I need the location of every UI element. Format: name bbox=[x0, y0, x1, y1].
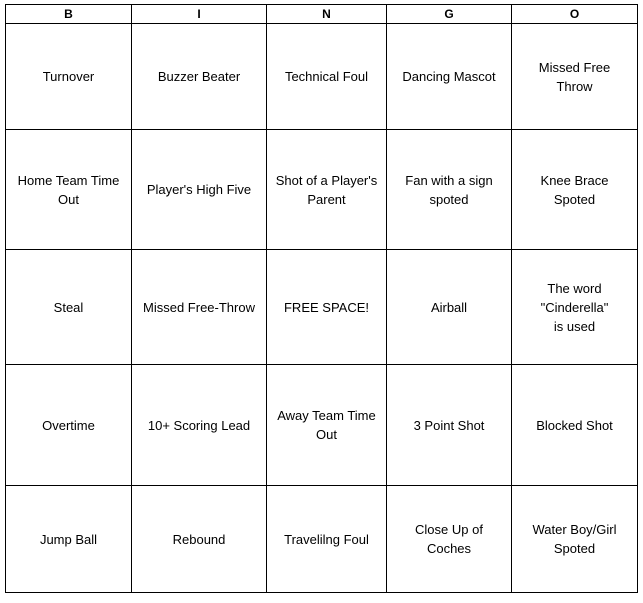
bingo-cell[interactable]: Jump Ball bbox=[6, 486, 132, 593]
header-cell-n: N bbox=[267, 5, 387, 24]
bingo-cell[interactable]: The word "Cinderella" is used bbox=[512, 250, 638, 365]
header-cell-i: I bbox=[132, 5, 267, 24]
bingo-cell[interactable]: Close Up of Coches bbox=[387, 486, 512, 593]
bingo-card bbox=[5, 4, 638, 593]
bingo-row bbox=[6, 24, 638, 130]
header-cell-g: G bbox=[387, 5, 512, 24]
bingo-cell[interactable]: Water Boy/Girl Spoted bbox=[512, 486, 638, 593]
bingo-cell[interactable]: 10+ Scoring Lead bbox=[132, 365, 267, 486]
bingo-cell[interactable]: Missed Free Throw bbox=[512, 24, 638, 130]
bingo-cell[interactable]: Knee Brace Spoted bbox=[512, 130, 638, 250]
bingo-cell[interactable]: Fan with a sign spoted bbox=[387, 130, 512, 250]
bingo-cell[interactable]: Technical Foul bbox=[267, 24, 387, 130]
bingo-row bbox=[6, 250, 638, 365]
bingo-row bbox=[6, 130, 638, 250]
bingo-row bbox=[6, 486, 638, 593]
bingo-cell[interactable]: Missed Free-Throw bbox=[132, 250, 267, 365]
bingo-cell[interactable]: Player's High Five bbox=[132, 130, 267, 250]
bingo-cell[interactable]: 3 Point Shot bbox=[387, 365, 512, 486]
bingo-cell[interactable]: Shot of a Player's Parent bbox=[267, 130, 387, 250]
bingo-cell[interactable]: Overtime bbox=[6, 365, 132, 486]
header-cell-b: B bbox=[6, 5, 132, 24]
bingo-header-row bbox=[6, 5, 638, 24]
bingo-row bbox=[6, 365, 638, 486]
bingo-cell[interactable]: Dancing Mascot bbox=[387, 24, 512, 130]
bingo-cell[interactable]: Buzzer Beater bbox=[132, 24, 267, 130]
bingo-cell[interactable]: Turnover bbox=[6, 24, 132, 130]
bingo-cell[interactable]: Home Team Time Out bbox=[6, 130, 132, 250]
header-cell-o: O bbox=[512, 5, 638, 24]
bingo-cell[interactable]: Steal bbox=[6, 250, 132, 365]
bingo-cell[interactable]: Rebound bbox=[132, 486, 267, 593]
free-space-cell[interactable]: FREE SPACE! bbox=[267, 250, 387, 365]
bingo-cell[interactable]: Travelilng Foul bbox=[267, 486, 387, 593]
bingo-cell[interactable]: Airball bbox=[387, 250, 512, 365]
bingo-cell[interactable]: Blocked Shot bbox=[512, 365, 638, 486]
bingo-cell[interactable]: Away Team Time Out bbox=[267, 365, 387, 486]
